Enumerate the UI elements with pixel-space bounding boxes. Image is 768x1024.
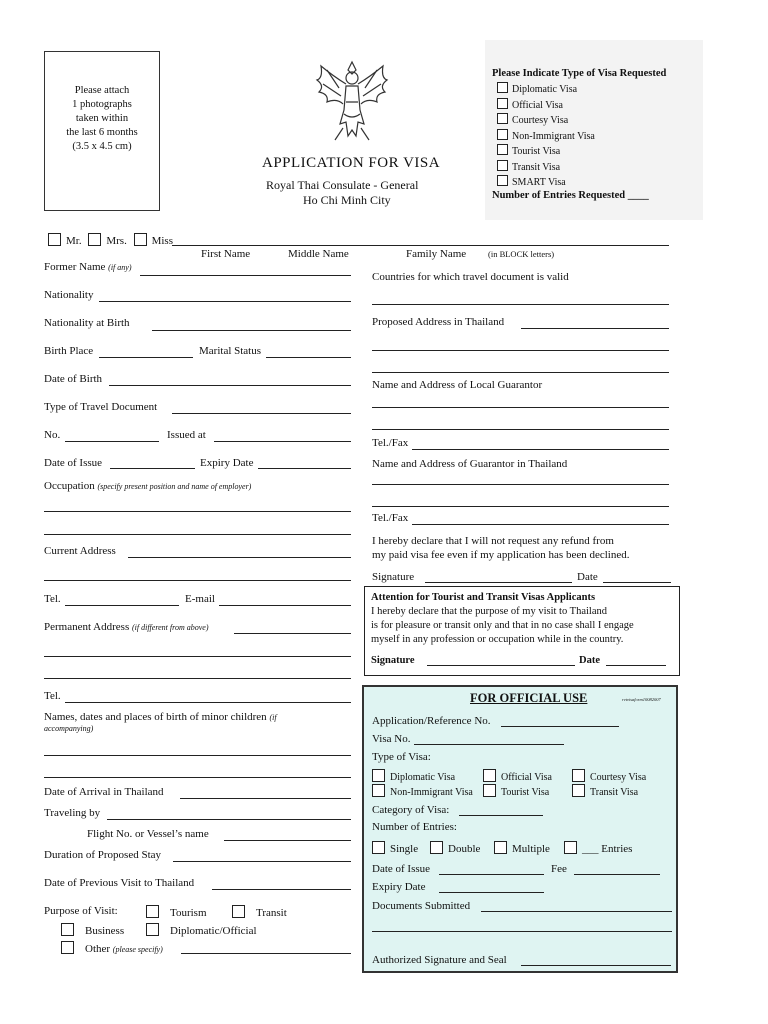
checkbox[interactable] bbox=[372, 784, 385, 797]
fee-label: Fee bbox=[551, 863, 567, 875]
official-use-box bbox=[362, 685, 678, 973]
nationality-label: Nationality bbox=[44, 289, 94, 301]
purpose-business[interactable]: Business bbox=[61, 923, 124, 937]
purpose-label: Purpose of Visit: bbox=[44, 905, 118, 917]
permanent-address-label: Permanent Address (if different from above) bbox=[44, 621, 209, 633]
entries-single[interactable]: Single bbox=[372, 841, 418, 855]
photo-line: (3.5 x 4.5 cm) bbox=[72, 141, 132, 152]
checkbox[interactable] bbox=[572, 769, 585, 782]
checkbox[interactable] bbox=[483, 769, 496, 782]
refund-declaration: I hereby declare that I will not request any refund from my paid visa fee even if my application has been declined. bbox=[372, 535, 630, 561]
form-code: rvtvisaform10082007 bbox=[622, 697, 661, 702]
other-checkbox[interactable] bbox=[61, 941, 74, 954]
proposed-address-field[interactable] bbox=[372, 350, 669, 351]
checkbox[interactable] bbox=[564, 841, 577, 854]
official-date-issue-field[interactable] bbox=[439, 874, 544, 875]
visa-type-option[interactable]: Courtesy Visa bbox=[497, 113, 595, 129]
permanent-address-field[interactable] bbox=[234, 633, 351, 634]
checkbox[interactable] bbox=[497, 160, 508, 171]
proposed-address-label: Proposed Address in Thailand bbox=[372, 316, 505, 328]
previous-visit-label: Date of Previous Visit to Thailand bbox=[44, 877, 195, 889]
docs-field[interactable] bbox=[372, 931, 672, 932]
miss-checkbox[interactable] bbox=[134, 233, 147, 246]
dob-label: Date of Birth bbox=[44, 373, 103, 385]
mr-checkbox[interactable] bbox=[48, 233, 61, 246]
visa-type-heading: Please Indicate Type of Visa Requested bbox=[492, 68, 667, 79]
nationality-field[interactable] bbox=[99, 301, 351, 302]
category-field[interactable] bbox=[459, 815, 543, 816]
mrs-checkbox[interactable] bbox=[88, 233, 101, 246]
photo-line: Please attach bbox=[74, 85, 130, 96]
docs-field[interactable] bbox=[481, 911, 672, 912]
local-guarantor-field[interactable] bbox=[372, 429, 669, 430]
local-guarantor-field[interactable] bbox=[372, 407, 669, 408]
proposed-address-field[interactable] bbox=[372, 372, 669, 373]
purpose-other[interactable]: Other (please specify) bbox=[61, 941, 163, 955]
birth-place-label: Birth Place bbox=[44, 345, 94, 357]
business-checkbox[interactable] bbox=[61, 923, 74, 936]
checkbox[interactable] bbox=[483, 784, 496, 797]
family-name-label: Family Name bbox=[406, 248, 467, 260]
garuda-emblem-icon bbox=[313, 58, 391, 144]
telfax2-label: Tel./Fax bbox=[372, 512, 409, 524]
previous-visit-field[interactable] bbox=[212, 889, 351, 890]
visa-type-option[interactable]: Tourist Visa bbox=[497, 144, 595, 160]
tel-label: Tel. bbox=[44, 593, 61, 605]
official-expiry-field[interactable] bbox=[439, 892, 544, 893]
tourism-checkbox[interactable] bbox=[146, 905, 159, 918]
checkbox[interactable] bbox=[497, 129, 508, 140]
nationality-birth-field[interactable] bbox=[152, 330, 351, 331]
checkbox[interactable] bbox=[372, 841, 385, 854]
traveling-field[interactable] bbox=[107, 819, 351, 820]
photo-box bbox=[44, 51, 160, 211]
flight-field[interactable] bbox=[224, 840, 351, 841]
countries-field[interactable] bbox=[372, 304, 669, 305]
countries-label: Countries for which travel document is valid bbox=[372, 271, 569, 283]
visa-no-field[interactable] bbox=[414, 744, 564, 745]
telfax1-label: Tel./Fax bbox=[372, 437, 409, 449]
current-address-field[interactable] bbox=[128, 557, 351, 558]
checkbox[interactable] bbox=[572, 784, 585, 797]
entries-requested: Number of Entries Requested ____ bbox=[492, 190, 649, 201]
guarantor-thai-field[interactable] bbox=[372, 484, 669, 485]
entries-multiple[interactable]: Multiple bbox=[494, 841, 550, 855]
visa-type-option[interactable]: Non-Immigrant Visa bbox=[497, 129, 595, 145]
doc-no-label: No. bbox=[44, 429, 61, 441]
first-name-label: First Name bbox=[201, 248, 251, 260]
official-type-nonimmigrant[interactable]: Non-Immigrant Visa bbox=[372, 784, 473, 798]
attention-line: myself in any profession or occupation while in the country. bbox=[371, 634, 624, 645]
form-title: APPLICATION FOR VISA bbox=[262, 155, 441, 171]
arrival-label: Date of Arrival in Thailand bbox=[44, 786, 164, 798]
flight-label: Flight No. or Vessel’s name bbox=[87, 828, 209, 840]
official-expiry-label: Expiry Date bbox=[372, 881, 426, 893]
tel-field[interactable] bbox=[65, 605, 179, 606]
duration-label: Duration of Proposed Stay bbox=[44, 849, 162, 861]
signature-field[interactable] bbox=[425, 582, 572, 583]
purpose-diplomatic[interactable]: Diplomatic/Official bbox=[146, 923, 257, 937]
photo-line: taken within bbox=[75, 113, 129, 124]
official-type-official[interactable]: Official Visa bbox=[483, 769, 552, 783]
issued-at-label: Issued at bbox=[167, 429, 206, 441]
traveling-label: Traveling by bbox=[44, 807, 101, 819]
official-type-tourist[interactable]: Tourist Visa bbox=[483, 784, 549, 798]
former-name-field[interactable] bbox=[140, 275, 351, 276]
duration-field[interactable] bbox=[173, 861, 351, 862]
title-options bbox=[48, 233, 173, 247]
middle-name-label: Middle Name bbox=[288, 248, 349, 260]
visa-type-option[interactable]: Transit Visa bbox=[497, 160, 595, 176]
signature-label: Signature bbox=[372, 571, 415, 583]
app-ref-label: Application/Reference No. bbox=[372, 715, 491, 727]
date-issue-field[interactable] bbox=[110, 468, 195, 469]
official-entries-label: Number of Entries: bbox=[372, 821, 457, 833]
entries-double[interactable]: Double bbox=[430, 841, 480, 855]
dob-field[interactable] bbox=[109, 385, 351, 386]
mr-label: Mr. bbox=[66, 235, 82, 247]
category-label: Category of Visa: bbox=[372, 804, 450, 816]
minors-field[interactable] bbox=[44, 777, 351, 778]
email-label: E-mail bbox=[185, 593, 215, 605]
diplomatic-checkbox[interactable] bbox=[146, 923, 159, 936]
official-type-diplomatic[interactable]: Diplomatic Visa bbox=[372, 769, 455, 783]
fee-field[interactable] bbox=[574, 874, 660, 875]
attention-box bbox=[364, 586, 680, 676]
date-field[interactable] bbox=[603, 582, 671, 583]
permanent-address-field[interactable] bbox=[44, 656, 351, 657]
former-name-label: Former Name (if any) bbox=[44, 261, 132, 273]
visa-type-box bbox=[485, 40, 703, 220]
telfax2-field[interactable] bbox=[412, 524, 669, 525]
occupation-field[interactable] bbox=[44, 534, 351, 535]
attention-line: I hereby declare that the purpose of my visit to Thailand bbox=[371, 606, 607, 617]
attention-signature-label: Signature bbox=[371, 655, 415, 666]
other-field[interactable] bbox=[181, 953, 351, 954]
expiry-label: Expiry Date bbox=[200, 457, 254, 469]
official-type-transit[interactable]: Transit Visa bbox=[572, 784, 638, 798]
checkbox[interactable] bbox=[497, 175, 508, 186]
visa-no-label: Visa No. bbox=[372, 733, 411, 745]
purpose-tourism[interactable]: Tourism bbox=[146, 905, 207, 919]
official-date-issue-label: Date of Issue bbox=[372, 863, 431, 875]
date-issue-label: Date of Issue bbox=[44, 457, 103, 469]
consulate-city: Ho Chi Minh City bbox=[303, 193, 391, 207]
telfax1-field[interactable] bbox=[412, 449, 669, 450]
tel2-field[interactable] bbox=[65, 702, 351, 703]
entries-custom[interactable]: ___ Entries bbox=[564, 841, 632, 855]
tel2-label: Tel. bbox=[44, 690, 61, 702]
arrival-field[interactable] bbox=[180, 798, 351, 799]
checkbox[interactable] bbox=[497, 98, 508, 109]
photo-line: the last 6 months bbox=[66, 127, 138, 138]
photo-line: 1 photographs bbox=[72, 99, 132, 110]
checkbox[interactable] bbox=[497, 113, 508, 124]
consulate-name: Royal Thai Consulate - General bbox=[266, 178, 419, 192]
travel-doc-field[interactable] bbox=[172, 413, 351, 414]
auth-signature-label: Authorized Signature and Seal bbox=[372, 954, 507, 966]
occupation-label: Occupation (specify present position and name of employer) bbox=[44, 480, 252, 492]
official-type-label: Type of Visa: bbox=[372, 751, 431, 763]
name-field[interactable] bbox=[172, 245, 669, 246]
proposed-address-field[interactable] bbox=[521, 328, 669, 329]
expiry-field[interactable] bbox=[258, 468, 351, 469]
occupation-field[interactable] bbox=[44, 511, 351, 512]
guarantor-thai-label: Name and Address of Guarantor in Thailand bbox=[372, 458, 568, 470]
nationality-birth-label: Nationality at Birth bbox=[44, 317, 130, 329]
issued-at-field[interactable] bbox=[214, 441, 351, 442]
app-ref-field[interactable] bbox=[501, 726, 619, 727]
visa-type-option[interactable]: SMART Visa bbox=[497, 175, 595, 191]
attention-date-label: Date bbox=[579, 655, 600, 666]
attention-date-field[interactable] bbox=[606, 665, 666, 666]
birth-place-field[interactable] bbox=[99, 357, 193, 358]
doc-no-field[interactable] bbox=[65, 441, 159, 442]
guarantor-thai-field[interactable] bbox=[372, 506, 669, 507]
visa-type-option[interactable]: Official Visa bbox=[497, 98, 595, 114]
checkbox[interactable] bbox=[372, 769, 385, 782]
marital-status-field[interactable] bbox=[266, 357, 351, 358]
current-address-label: Current Address bbox=[44, 545, 116, 557]
permanent-address-field[interactable] bbox=[44, 678, 351, 679]
block-letters-note: (in BLOCK letters) bbox=[488, 249, 555, 259]
attention-heading: Attention for Tourist and Transit Visas Applicants bbox=[371, 592, 596, 603]
official-heading: FOR OFFICIAL USE bbox=[470, 691, 588, 705]
date-label: Date bbox=[577, 571, 598, 583]
auth-signature-field[interactable] bbox=[521, 965, 671, 966]
local-guarantor-label: Name and Address of Local Guarantor bbox=[372, 379, 543, 391]
email-field[interactable] bbox=[219, 605, 351, 606]
minors-field[interactable] bbox=[44, 755, 351, 756]
minors-label: Names, dates and places of birth of minor children (if bbox=[44, 711, 277, 723]
attention-signature-field[interactable] bbox=[427, 665, 575, 666]
visa-type-option[interactable]: Diplomatic Visa bbox=[497, 82, 595, 98]
marital-status-label: Marital Status bbox=[199, 345, 262, 357]
checkbox[interactable] bbox=[494, 841, 507, 854]
checkbox[interactable] bbox=[497, 144, 508, 155]
official-type-courtesy[interactable]: Courtesy Visa bbox=[572, 769, 646, 783]
attention-line: is for pleasure or transit only and that in no case shall I engage bbox=[371, 620, 634, 631]
purpose-transit[interactable]: Transit bbox=[232, 905, 287, 919]
minors-note: accompanying) bbox=[44, 724, 94, 733]
mrs-label: Mrs. bbox=[106, 235, 127, 247]
current-address-field[interactable] bbox=[44, 580, 351, 581]
travel-doc-label: Type of Travel Document bbox=[44, 401, 158, 413]
transit-checkbox[interactable] bbox=[232, 905, 245, 918]
miss-label: Miss bbox=[151, 235, 173, 247]
checkbox[interactable] bbox=[430, 841, 443, 854]
checkbox[interactable] bbox=[497, 82, 508, 93]
docs-label: Documents Submitted bbox=[372, 900, 471, 912]
